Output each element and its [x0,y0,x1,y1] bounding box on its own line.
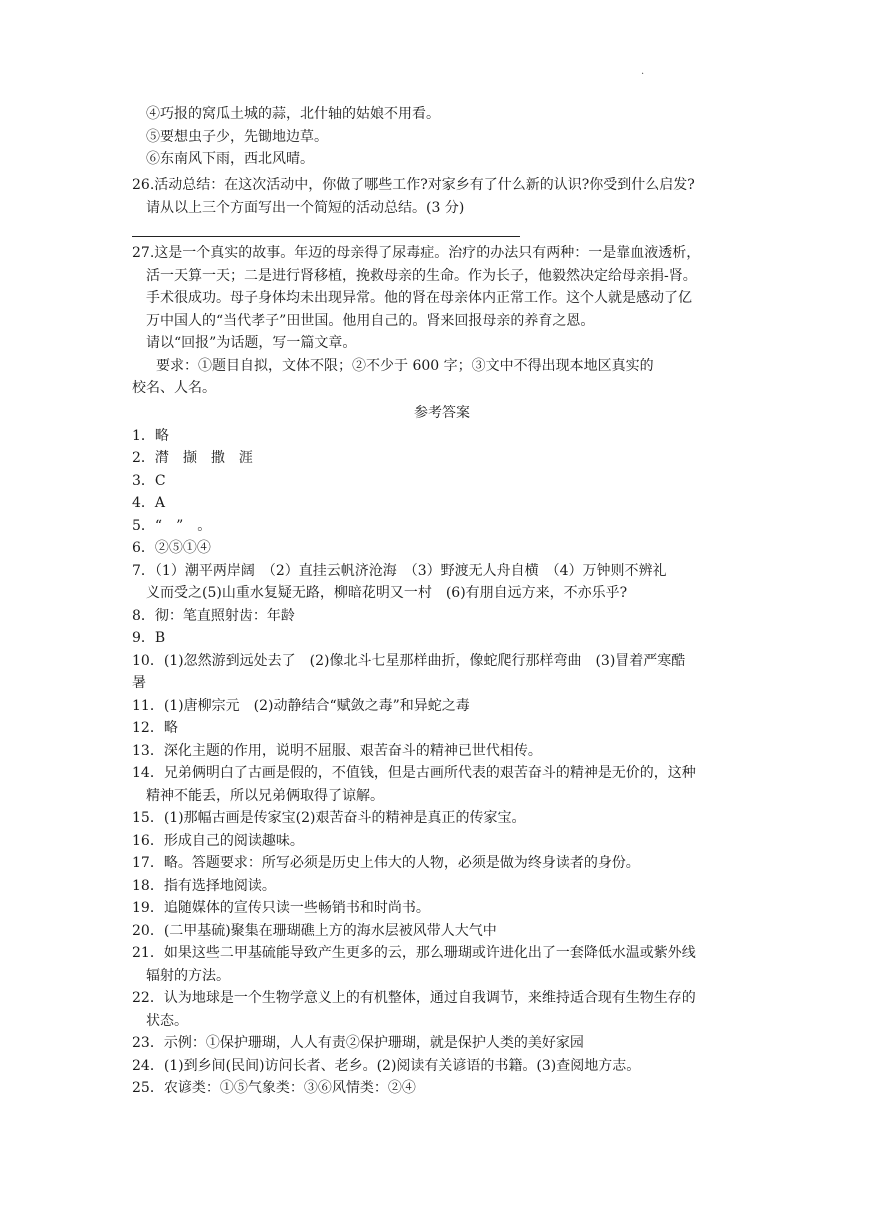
answers-title: 参考答案 [414,405,470,421]
question-line: 27.这是一个真实的故事。年迈的母亲得了尿毒症。治疗的办法只有两种：一是靠血液透析， [132,245,701,261]
answer-item: 暑 [132,675,146,691]
requirement-line: 要求：①题目自拟，文体不限；②不少于 600 字；③文中不得出现本地区真实的 [156,357,654,374]
answer-item: 24．(1)到乡间(民间)访问长者、老乡。(2)阅读有关谚语的书籍。(3)查阅地方志。 [132,1057,641,1074]
answer-item: 11．(1)唐柳宗元 (2)动静结合“赋敛之毒”和异蛇之毒 [132,697,470,714]
question-line: 万中国人的“当代孝子”田世国。他用自己的。肾来回报母亲的养育之恩。 [146,312,595,329]
answer-item: 18．指有选择地阅读。 [132,877,276,894]
answer-item: 9．B [132,630,166,646]
proverb-list [132,103,752,171]
answer-line [132,236,520,237]
answer-item: 辐射的方法。 [146,967,230,984]
question-line: 26.活动总结：在这次活动中，你做了哪些工作?对家乡有了什么新的认识?你受到什么启发? [132,177,695,193]
answer-item: 8．彻：笔直照射齿：年龄 [132,607,295,624]
answer-item: 精神不能丢，所以兄弟俩取得了谅解。 [146,787,384,804]
answer-item: 7．（1）潮平两岸阔 （2）直挂云帆济沧海 （3）野渡无人舟自横 （4）万钟则不辨礼 [132,562,667,579]
answer-item: 4．A [132,495,166,511]
answer-item: 12．略 [132,720,178,736]
header-mark: . [641,66,645,77]
requirement-line: 校名、人名。 [132,380,216,396]
answer-item: 16．形成自己的阅读趣味。 [132,832,304,849]
answer-item: 义而受之(5)山重水复疑无路，柳暗花明又一村 (6)有朋自远方来，不亦乐乎? [146,585,628,601]
proverb-line: ⑤要想虫子少，先锄地边草。 [146,128,328,145]
answer-item: 19．追随媒体的宣传只读一些畅销书和时尚书。 [132,900,430,916]
answer-item: 10．(1)忽然游到远处去了 (2)像北斗七星那样曲折，像蛇爬行那样弯曲 (3)冒着严寒酷 [132,652,686,669]
answer-item: 1．略 [132,427,169,444]
answer-item: 25．农谚类：①⑤气象类：③⑥风情类：②④ [132,1080,416,1096]
answer-item: 6．②⑤①④ [132,540,211,556]
question-line: 请从以上三个方面写出一个简短的活动总结。(3 分) [146,199,465,216]
question-line: 活一天算一天；二是进行肾移植，挽救母亲的生命。作为长子，他毅然决定给母亲捐-肾。 [146,267,697,284]
answers-section [132,402,752,1100]
question-line: 手术很成功。母子身体均未出现异常。他的肾在母亲体内正常工作。这个人就是感动了亿 [146,290,692,306]
proverb-line: ④巧报的窝瓜土城的蒜，北什轴的姑娘不用看。 [146,106,440,122]
proverb-line: ⑥东南风下雨，西北风晴。 [146,151,314,167]
answer-item: 2．潸 撷 撒 涯 [132,450,253,466]
question-line: 请以“回报”为话题，写一篇文章。 [146,335,357,351]
answer-item: 15．(1)那幅古画是传家宝(2)艰苦奋斗的精神是真正的传家宝。 [132,810,526,826]
answer-item: 3．C [132,472,166,489]
answer-item: 5．“ ” 。 [132,517,212,534]
answer-item: 21．如果这些二甲基硫能导致产生更多的云，那么珊瑚或许进化出了一套降低水温或紫外线 [132,945,696,961]
answer-item: 23．示例：①保护珊瑚，人人有责②保护珊瑚，就是保护人类的美好家园 [132,1035,584,1051]
question-26 [132,174,752,219]
answer-item: 状态。 [146,1012,188,1029]
answer-item: 20．(二甲基硫)聚集在珊瑚礁上方的海水层被风带人大气中 [132,922,497,939]
question-27 [132,242,752,400]
answer-item: 13．深化主题的作用，说明不屈服、艰苦奋斗的精神已世代相传。 [132,742,542,759]
answer-item: 17．略。答题要求：所写必须是历史上伟大的人物，必须是做为终身读者的身份。 [132,855,640,871]
answer-item: 14．兄弟俩明白了古画是假的，不值钱，但是古画所代表的艰苦奋斗的精神是无价的，这种 [132,765,696,781]
answer-item: 22．认为地球是一个生物学意义上的有机整体，通过自我调节，来维持适合现有生物生存的 [132,990,696,1006]
